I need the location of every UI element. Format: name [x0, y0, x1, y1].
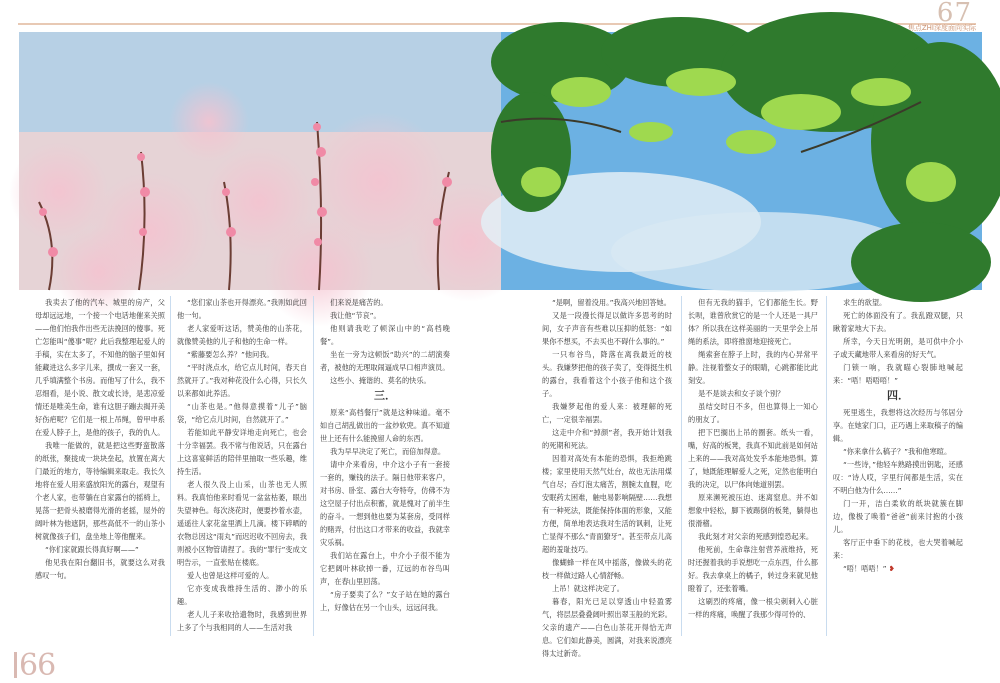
paragraph: 老人儿子来收拾遗物时，我感到世界上多了个与我相同的人——生活对我 [177, 610, 307, 632]
paragraph: 原来濒死被压迫、迷离窒息。并不如想象中轻松，脚下被踢倒的板凳，躺得也很滑稽。 [688, 493, 818, 528]
text-column-1 [35, 296, 165, 641]
column-divider [170, 296, 171, 636]
paragraph: 虽结交时日不多，但也算得上一知心的朋友了。 [688, 402, 818, 424]
text-column-3 [320, 296, 450, 641]
paragraph [833, 562, 963, 575]
paragraph: 我卖去了他的汽车、城里的房产，父母却远远地，一个接一个电话地催来关照——他们怕我作出些无法挽回的傻事。死亡怎能叫“傻事”呢？此后我整理起爱人的手稿，实在太多了，不知他的脑子里如何能藏进这么多字儿来，撰成一套又一套，几乎填满整个书房。而他写了什么，我不忍细看，是小说、散文或长诗，是悲凉爱情还是唯美生命，谁有这胆子蹦去揭开美好伤疤呢？它们是一根上吊绳，曾甲申系在爱人脖子上，是他的孩子，我的仇人。 [35, 298, 165, 437]
paragraph: 死亡的体面没有了。我乱蹬双腿，只瞅着家地大下去。 [833, 311, 963, 333]
paragraph: “房子要卖了么？”女子站在她的露台上，好像估在另一个山头，远远问我。 [320, 590, 450, 612]
paragraph: 但有无我的猫手，它们都能生长。野长呗，谁曾欣赏它的是一个人还是一具尸体？所以我在这样美丽的一天里学会上吊绳的系法，即将推窗地迎接死亡。 [688, 298, 818, 346]
paragraph: 原来“高档餐厅”就是这种味道。毫不如自己胡乱做出的一盆炒软兜。真不知道世上还有什么能挽留人命的东西。 [320, 408, 450, 443]
paragraph: 暮春，阳光已足以穿透山中轻盈雾气，将层层叠叠阔叶照出翠玉般的光彩。父亲的遗产——白色山茶花开得恰无声息。它们如此静美，圆满，对我来说漂亮得太过新奇。 [542, 597, 672, 658]
page-number-top: 67 [936, 0, 972, 28]
text-column-5 [688, 296, 818, 641]
green-leaves-illustration [501, 32, 982, 290]
paragraph: 像蝴蜂一样在风中摇落，像做头的花枝一样做过路人心情舒畅。 [542, 558, 672, 580]
column-divider [681, 296, 682, 636]
paragraph: 他则请我吃了顿深山中的“高档晚餐”。 [320, 324, 450, 346]
paragraph: 们来说是痛苦的。 [330, 298, 388, 307]
text-column-4 [542, 296, 672, 658]
paragraph: 一只布谷鸟，降落在离我最近的枝头。我嫌梦把他的孩子卖了，变得挺生机的露台，我看着这个小孩子他和这个孩子。 [542, 350, 672, 398]
paragraph: “你们家就跟长得真好啊——” [45, 545, 139, 554]
paragraph: 门一开，洁白柔软的纸块就簇在脚边，像极了唤着“爸爸”前来讨抱的小孩儿。 [833, 499, 963, 534]
article-body [0, 296, 1000, 658]
paragraph: 他死前，生命靠注射营养液维持，死时还握着我的手说想吃一点东西，什么都好。我去拿桌上的橘子，转过身来就见他瞪着了，还张着嘴。 [688, 545, 818, 593]
paragraph: “山茶也是。”他得意摸着“儿子”脑袋，“给它点儿时间，自然就开了。” [177, 402, 307, 424]
text-column-2 [177, 296, 307, 641]
paragraph: 这走中介和“掉颜”者，我开始计划我的死期和死法。 [542, 428, 672, 450]
section-heading-3: 三． [374, 389, 396, 402]
paragraph: 上吊！就这样决定了。 [552, 584, 624, 593]
paragraph: 我唯一能做的，就是把这些野蛮散落的纸张，聚拢成一块块垒起，放置在离大门最近的地方，等待编辑来取走。我长久地将在爱人用来盛放阳光的露台，观望有个老人家，也带躺在自家露台的摇椅上，晃荡一把骨头被磨得光滑的老摇，屋外的阔叶林为他遮阴，那些高低不一的山茶小树就像孩子们，盘坐地上等他醒来。 [35, 441, 165, 541]
paragraph: “你来拿什么稿子？”我和他寒暄。 [843, 447, 952, 456]
paragraph: 老人很久没上山采，山茶也无人照料。我真怕他来时看见一盆盆枯萎，眼出失望神色。每次浇花时，便要抄着水壶，遥遥往人家花盆里洒上几滴。楼下碎晒的衣物总因这“雨丸”而迟迟收不回房去，我则被小区物管请捏了。我的“罪行”变成文明告示，一直张贴在楼底。 [177, 480, 307, 567]
end-mark-icon: ❥ [888, 564, 895, 573]
paragraph: 客厅正中垂下的花枝，也大哭着喊起来： [833, 538, 963, 560]
paragraph: 绳索套在脖子上时，我的内心异常平静。注视着整女子的眼睛，心跳都能比此刻安。 [688, 350, 818, 385]
paragraph: 又是一段漫长得足以做许多思考的时间，女子声音有些难以压抑的低怒：“如果你不想买，不去买也不碍什么事的。” [542, 311, 672, 346]
paragraph: 是不是谈去和女子谈个别？ [698, 389, 785, 398]
paragraph: 这刷烈的疼痛，像一根尖刺刺入心脏一样的疼痛，唤醒了我那少得可怜的、 [688, 597, 818, 619]
page-number-text: 66 [19, 648, 56, 683]
paragraph: 门锁一响，我就瞄心裂肺地喊起来：“唔！唔唔唔！” [833, 363, 963, 385]
paragraph: 它亦变成我维持生活的、渺小的乐趣。 [177, 584, 307, 606]
page-number-bar [14, 652, 17, 678]
paragraph: 因着对高处有本能的恐惧，我拒绝跳楼；家里使用天然气灶台，故也无法用煤气自尽；吞灯泡太痛苦，割腕太血腥，吃安眠药太困难，触电易影响隔壁……我想有一种死法，既能保持体面的形象，又能方便，简单地表达我对生活的讽刺，让死亡显得不那么“青面獠牙”。甚至带点儿高超的羞耻技巧。 [542, 454, 672, 554]
page-number-bottom [14, 648, 55, 683]
paragraph: “您们家山茶也开得漂亮。”我则如此回他一句。 [177, 298, 307, 320]
paragraph: “平时浇点水，给它点儿时间，春天自然就开了。”我对种花没什么心得，只长久以来都如此养活。 [177, 363, 307, 398]
column-divider [313, 296, 314, 636]
paragraph: 这些小、掩谐的、莫名的快乐。 [330, 376, 431, 385]
paragraph: 所幸，今天日光明朗，是可供中介小子或天藏地带人来看房的好天气。 [833, 337, 963, 359]
paragraph: 我嫌梦起他的爱人来：被理解的死亡，一定很幸福罢。 [542, 402, 672, 424]
paragraph: 我此刻才对父亲的死感到惶恐起来。 [698, 532, 814, 541]
paragraph: “一些诗，”他轻车熟路摸出钥匙，还感叹：“诗人哎，字里行间都是生活，实在不明白他为什么……” [833, 460, 963, 495]
peach-blossoms-photo [19, 32, 501, 290]
section-heading-4: 四． [887, 389, 909, 402]
paragraph: 我让他“节哀”。 [330, 311, 381, 320]
paragraph: 把下巴搁出上吊的圈套。纸头一看，嘴，好高的板凳，我真不知此前是如何站上来的——我对高处发乎本能地恐惧。算了，她既能理解爱人之死，定然也能明白我的决定，以尸体向她道别罢。 [688, 428, 818, 489]
paragraph: 我们站在露台上，中介小子很不能为它把阔叶林砍掉一番，辽远的布谷鸟叫声，在春山里回荡。 [320, 551, 450, 586]
paragraph: 我为早早决定了死亡，而倍加得意。 [330, 447, 446, 456]
paragraph: 老人家爱听这话，赞美他的山茶花，就像赞美他的儿子和他的生命一样。 [177, 324, 307, 346]
paragraph: 死里逃生，我想将这次经历与邻居分享。在她家门口，正巧遇上来取稿子的编辑。 [833, 408, 963, 443]
paragraph: 请中介来看房，中介这小子有一套接一套的，赚钱的法子。隔日他带来客户，对书房、卧室、露台大夸特夸，仿佛不为这空屋子付出点积蓄，就是愧对了前半生的奋斗。一想到他也要为某套房，受同样的赌弄，付出这口才带来的收益，我就幸灾乐祸。 [320, 460, 450, 547]
series-label: 焦点ZHI深度面向实际 [907, 24, 976, 32]
paragraph: 他见我在阳台翻旧书，就要这么对我感叹一句。 [35, 558, 165, 580]
text-column-6 [833, 296, 963, 641]
green-leaves-blue-sky-photo [501, 32, 982, 290]
paragraph: “是啊，留着没用。”我高兴地回答她。 [552, 298, 671, 307]
paragraph: 坐在一旁为这顿饭“助兴”的二胡演奏者，被他的无理取闹逼成早口相声演员。 [320, 350, 450, 372]
peach-blossoms-illustration [19, 32, 501, 290]
paragraph: 求生的欲望。 [843, 298, 887, 307]
paragraph: “紫藤要怎么养？”他问我。 [187, 350, 274, 359]
paragraph: 爱人也曾是这样可爱的人。 [187, 571, 274, 580]
paragraph: 若能如此平静安详地走向死亡，也会十分幸福罢。我不常与他说话，只在露台上这喜宴鲜活的陪伴里抽取一些乐趣，维持生活。 [177, 428, 307, 476]
column-divider [826, 296, 827, 636]
paragraph-text: “唔！唔唔！” [843, 564, 887, 573]
